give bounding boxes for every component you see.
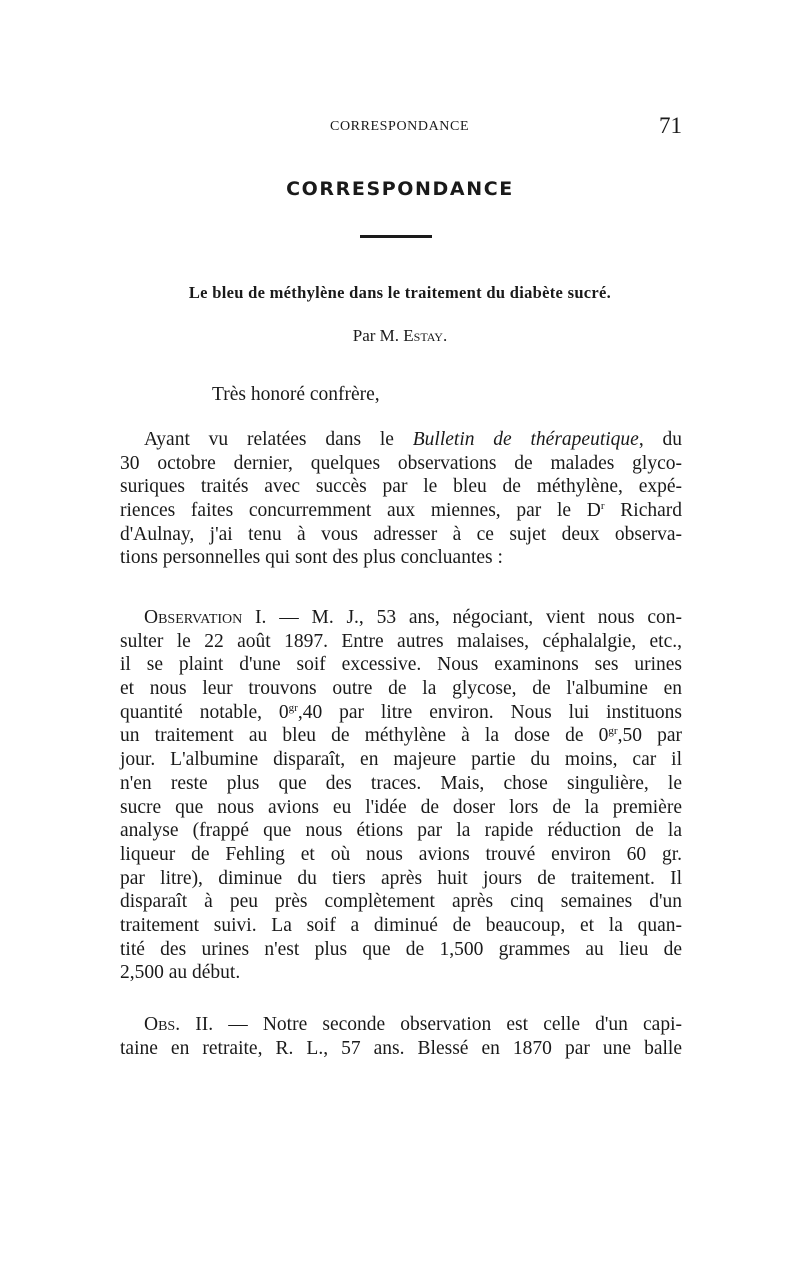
article-title: Le bleu de méthylène dans le traitement du diabète sucré.: [188, 283, 612, 302]
observation-label: Observation I.: [144, 607, 267, 628]
text-line: traitement suivi. La soif a diminué de beaucoup, et la quan-: [120, 914, 682, 936]
text-line: n'en reste plus que des traces. Mais, chose singulière, le: [120, 772, 682, 794]
running-title: CORRESPONDANCE: [330, 119, 470, 134]
text-line: Observation I. — M. J., 53 ans, négociant, vient nous con-: [144, 607, 682, 628]
text-line: il se plaint d'une soif excessive. Nous examinons ses urines: [120, 654, 682, 676]
text-line: sulter le 22 août 1897. Entre autres malaises, céphalalgie, etc.,: [120, 630, 682, 652]
text-line: suriques traités avec succès par le bleu de méthylène, expé-: [120, 476, 682, 498]
text-line: Obs. II. — Notre seconde observation est celle d'un capi-: [144, 1014, 682, 1035]
byline: [0, 326, 800, 346]
text-line: par litre), diminue du tiers après huit jours de traitement. Il: [120, 867, 682, 889]
text-line: quantité notable, $0^{gr},40$ par litre environ. Nous lui instituons: [120, 701, 682, 723]
title-divider: [360, 235, 432, 238]
text-line: disparaît à peu près complètement après cinq semaines d'un: [120, 891, 682, 913]
byline-author: Estay.: [403, 326, 448, 345]
text-line: d'Aulnay, j'ai tenu à vous adresser à ce sujet deux observa-: [120, 523, 682, 545]
paragraph-intro: [120, 428, 682, 570]
text-line: taine en retraite, R. L., 57 ans. Blessé en 1870 par une balle: [120, 1037, 682, 1059]
text-line: Ayant vu relatées dans le Bulletin de thérapeutique, du: [144, 429, 682, 450]
text-line: liqueur de Fehling et où nous avions trouvé environ 60 gr.: [120, 843, 682, 865]
text-line: un traitement au bleu de méthylène à la dose de $0^{gr},50$ par: [120, 725, 682, 747]
text-line: analyse (frappé que nous étions par la rapide réduction de la: [120, 820, 682, 842]
text-line: jour. L'albumine disparaît, en majeure partie du moins, car il: [120, 749, 682, 771]
text-line: riences faites concurremment aux miennes, par le $D^r$ Richard: [120, 500, 683, 522]
byline-prefix: Par M.: [352, 326, 400, 345]
text-line: et nous leur trouvons outre de la glycose, de l'albumine en: [120, 678, 682, 700]
text-line: sucre que nous avions eu l'idée de doser lors de la première: [120, 796, 682, 818]
text-line: tions personnelles qui sont des plus concluantes :: [120, 547, 503, 569]
paragraph-observation-1: [120, 606, 682, 985]
text-line: 2,500 au début.: [120, 962, 241, 984]
salutation: Très honoré confrère,: [212, 384, 380, 405]
page-number: 71: [659, 113, 682, 138]
text-line: 30 octobre dernier, quelques observations de malades glyco-: [120, 452, 682, 474]
text-line: tité des urines n'est plus que de 1,500 grammes au lieu de: [120, 938, 682, 960]
section-title: CORRESPONDANCE: [286, 178, 514, 200]
running-head: [120, 113, 682, 143]
paragraph-observation-2: [120, 1013, 682, 1060]
observation-label: Obs. II.: [144, 1014, 214, 1035]
